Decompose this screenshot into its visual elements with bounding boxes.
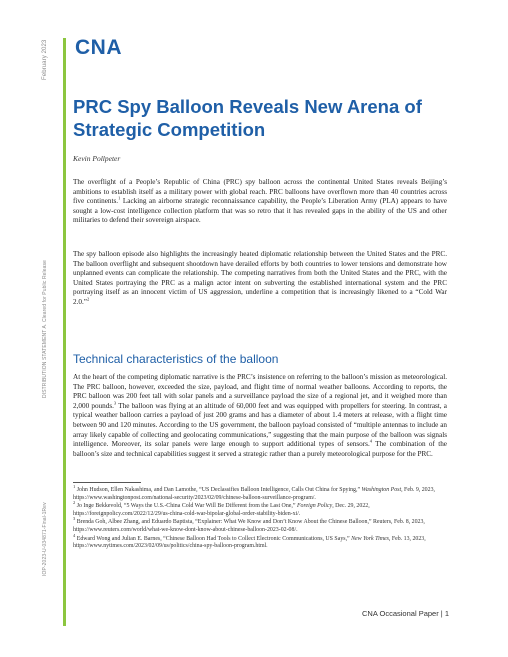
- footnote-ref-1: 1: [118, 195, 121, 201]
- footnote-ref-3: 3: [113, 400, 117, 406]
- accent-bar: [63, 38, 66, 626]
- footnote: $^4$ Edward Wong and Julian E. Barnes, “Chinese Balloon Had Tools to Collect Electronic Communications, US Says,” New York Times, Feb. 13, 2023, https://www.nytimes.com/2023/02/09/us/politics/china-spy-balloon-program.html.: [73, 532, 426, 550]
- cna-logo: CNA: [75, 36, 122, 59]
- page-footer: CNA Occasional Paper | 1: [362, 609, 449, 618]
- footnote: $^3$ Brenda Goh, Albee Zhang, and Eduardo Baptista, “Explainer: What We Know and Don’t Know About the Chinese Balloon,” Reuters, Feb. 8, 2023, https://www.reuters.com/world/what-we-know-dont-know-about-chinese-balloon-2023-02-08/.: [73, 516, 425, 533]
- footnote-divider: [73, 482, 141, 483]
- footnote: $^2$ Jo Inge Bekkevold, “5 Ways the U.S.-China Cold War Will Be Different from the Last One,” Foreign Policy, Dec. 29, 2022, https://foreignpolicy.com/2022/12/29/us-china-cold-war-bipolar-global-order-stability-biden-xi/.: [73, 500, 370, 517]
- footnote-ref-4: 4: [369, 438, 372, 444]
- sidebar-date: February 2023: [42, 39, 48, 80]
- section-heading: Technical characteristics of the balloon: [73, 352, 279, 366]
- page-title: PRC Spy Balloon Reveals New Arena of Strategic Competition: [73, 96, 422, 140]
- author-name: Kevin Pollpeter: [73, 154, 121, 163]
- footnote: $^1$ John Hudson, Ellen Nakashima, and Dan Lamothe, “US Declassifies Balloon Intelligence, Calls Out China for Spying,” Washington Post, Feb. 9, 2023, https://www.washingtonpost.com/national-security/2023/02/09/chinese-balloon-surveillance-program/.: [73, 484, 435, 501]
- paragraph-1: The overflight of a People’s Republic of China (PRC) spy balloon across the continental United States reveals Beijing’s ambitions to establish itself as a military power with global reach. PRC balloons have overflown more than 40 countries across five continents.$^1$ Lacking an airborne strategic reconnaissance capability, the People’s Liberation Army (PLA) appears to have sought a low-cost intelligence collection platform that was so retro that it has revealed gaps in the ability of the US and other militaries to defend their sovereign airspace.: [73, 178, 448, 225]
- paragraph-2: The spy balloon episode also highlights the increasingly heated diplomatic relationship between the United States and the PRC. The balloon overflight and subsequent shootdown have derailed efforts by both countries to lower tensions and demonstrate how unplanned events can complicate the relationship. The competing narratives from both the United States and the PRC, with the United States portraying the PRC as a malign actor intent on subverting the established international system and the PRC portraying itself as an innocent victim of US aggression, underline a competition that is increasingly likened to a “Cold War 2.0.”$^2$: [73, 250, 447, 306]
- paragraph-3: At the heart of the competing diplomatic narrative is the PRC’s insistence on referring to the balloon’s mission as meteorological. The PRC balloon, however, exceeded the size, payload, and flight time of normal weather balloons. According to reports, the PRC balloon was 200 feet tall with solar panels and a surveillance payload the size of a regional jet, and it weighed more than 2,000 pounds.$^3$ The balloon was flying at an altitude of 60,000 feet and was equipped with propellers for steering. In contrast, a typical weather balloon carries a payload of just 200 grams and has a diameter of about 1.4 meters at release, with a flight time between 90 and 120 minutes. According to the US government, the balloon payload consisted of “multiple antennas to include an array likely capable of collecting and geolocating communications,” suggesting that the main purpose of the balloon was signals intelligence. Moreover, its solar panels were large enough to support additional types of sensors.$^4$ The combination of the balloon’s size and technical capabilities suggest it served a strategic rather than a purely meteorological purpose for the PRC.: [73, 373, 447, 458]
- document-id: IOP-2023-U-034871-Final-1Rev: [42, 502, 48, 576]
- distribution-statement: DISTRIBUTION STATEMENT A. Cleared for Public Release: [42, 259, 48, 398]
- footnote-ref-2: 2: [86, 296, 90, 302]
- footnotes: [73, 484, 447, 552]
